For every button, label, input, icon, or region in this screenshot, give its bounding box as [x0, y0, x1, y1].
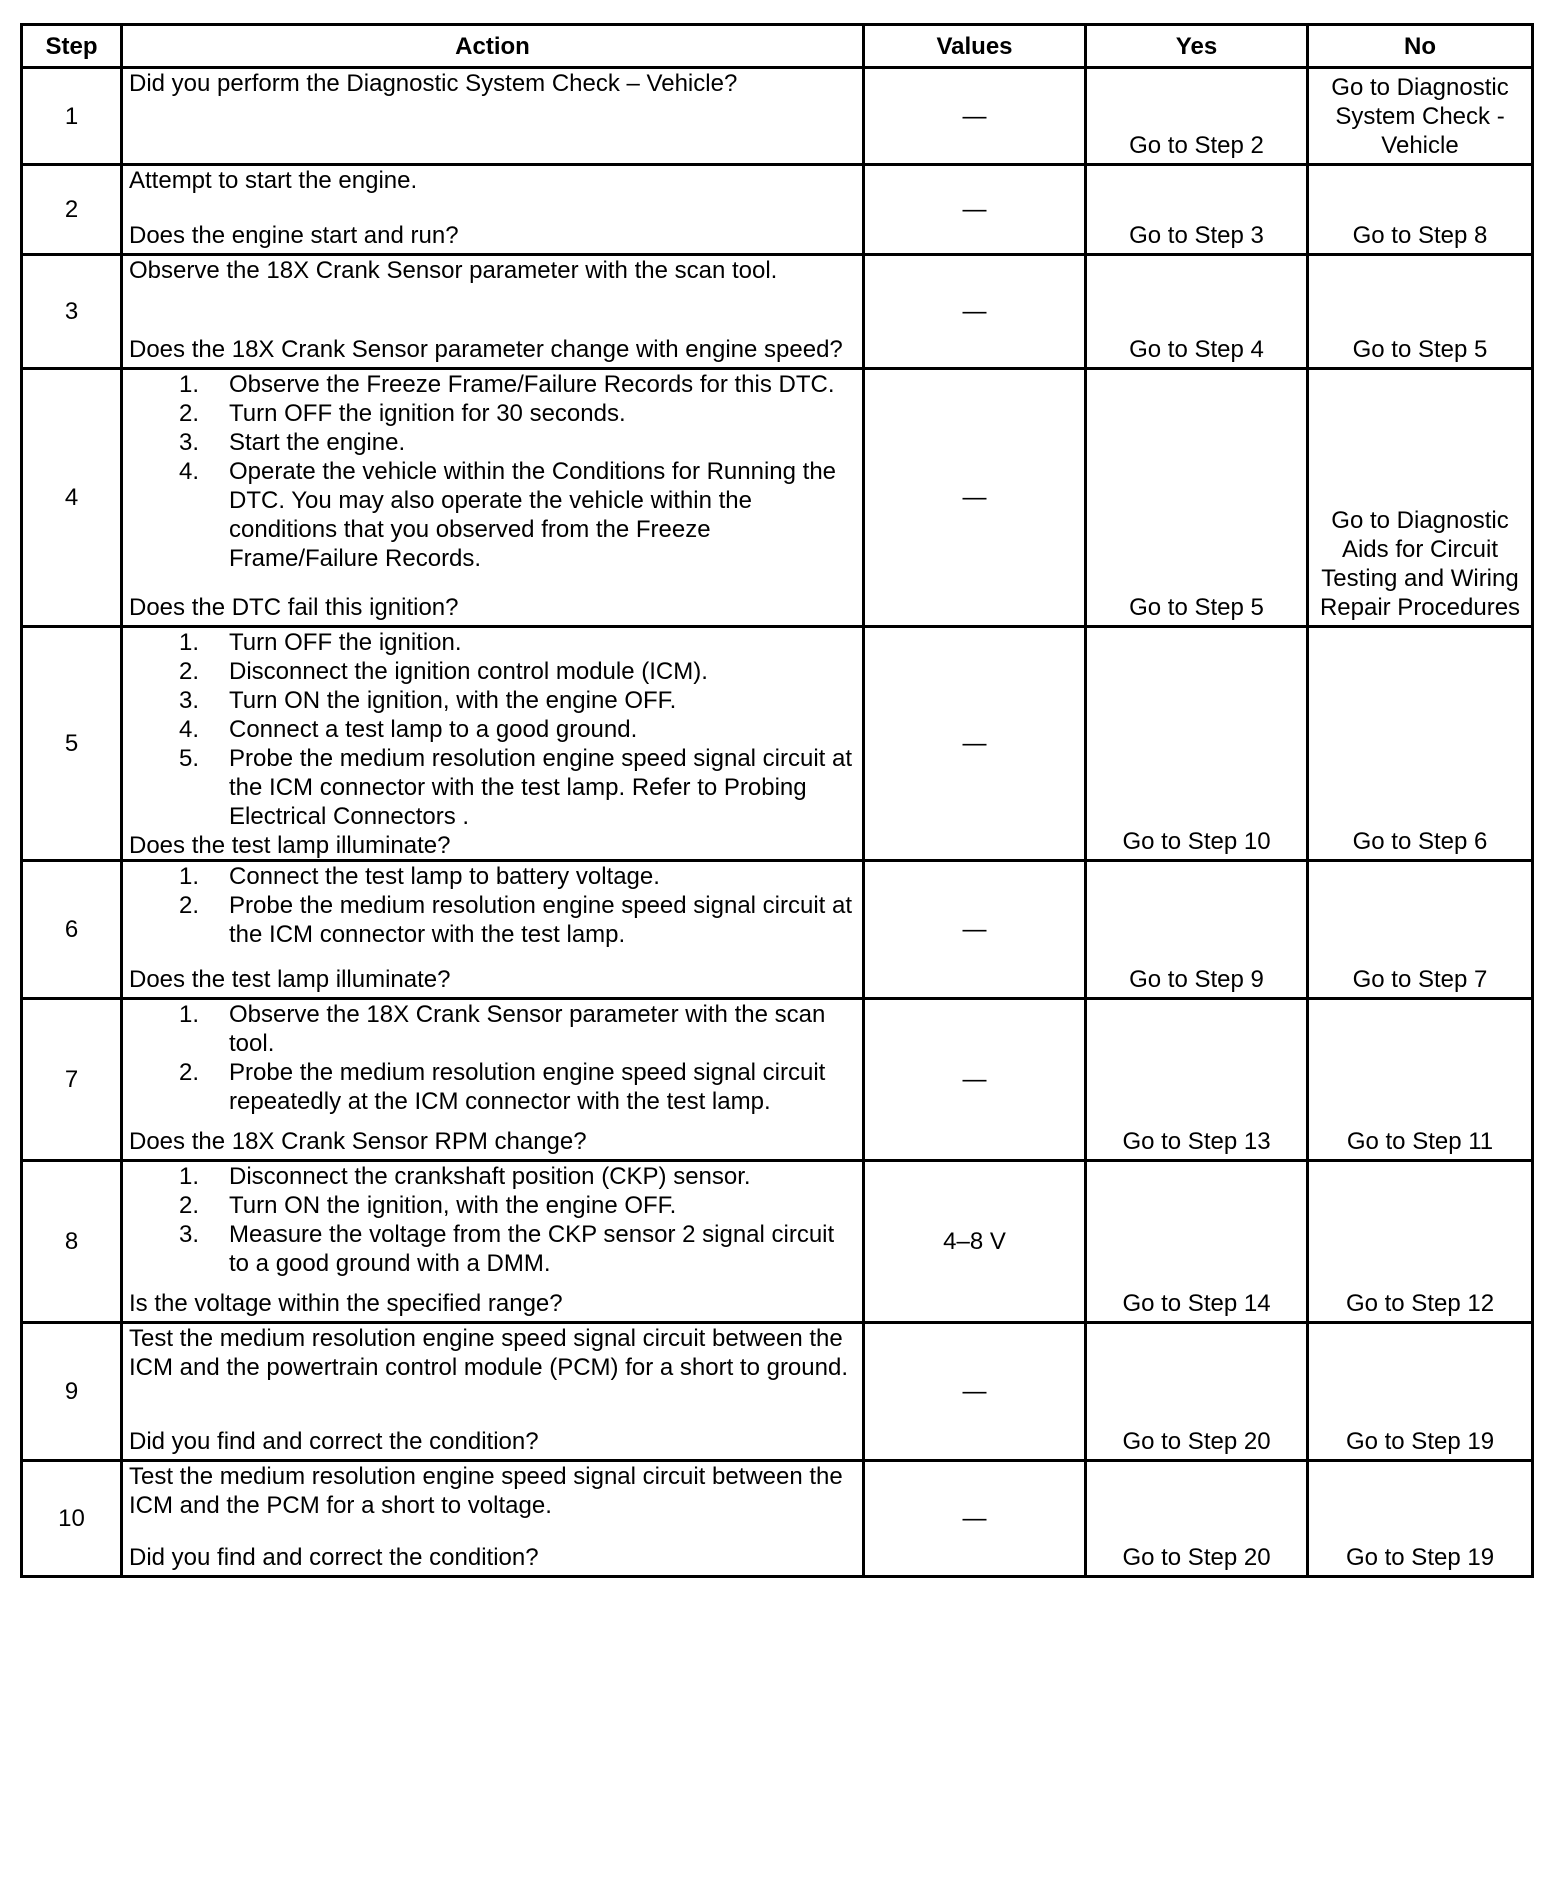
action-step-number: 2.: [178, 892, 199, 919]
action-question: Is the voltage within the specified range?: [129, 1290, 563, 1317]
no-cell: Go to Diagnostic System Check - Vehicle: [1308, 68, 1533, 165]
action-step-number: 4.: [178, 458, 199, 485]
step-number: 6: [22, 861, 122, 999]
action-intro: Test the medium resolution engine speed signal circuit between the ICM and the PCM for a short to voltage.: [129, 1463, 843, 1519]
action-step-text: Probe the medium resolution engine speed signal circuit at the ICM connector with the test lamp. Refer to Probing Electrical Connectors .: [229, 745, 853, 830]
yes-cell: Go to Step 2: [1086, 68, 1308, 165]
header-step: Step: [22, 25, 122, 68]
action-cell: [122, 1323, 864, 1461]
action-step-item: [129, 715, 856, 744]
values-cell: —: [864, 1323, 1086, 1461]
values-cell: —: [864, 627, 1086, 861]
action-content: [129, 370, 856, 622]
action-step-item: [129, 399, 856, 428]
action-step-item: [129, 862, 856, 891]
header-values: Values: [864, 25, 1086, 68]
action-top: [129, 628, 856, 831]
action-step-item: [129, 1000, 856, 1058]
action-cell: [122, 1161, 864, 1323]
values-cell: —: [864, 68, 1086, 165]
step-number: 3: [22, 255, 122, 369]
action-question: Did you find and correct the condition?: [129, 1544, 539, 1571]
action-step-item: [129, 1220, 856, 1278]
action-step-text: Turn ON the ignition, with the engine OFF.: [229, 1192, 677, 1219]
action-question: Does the 18X Crank Sensor parameter change with engine speed?: [129, 336, 843, 363]
no-cell: Go to Step 6: [1308, 627, 1533, 861]
action-step-item: [129, 1191, 856, 1220]
action-top: [129, 862, 856, 949]
action-step-number: 2.: [178, 1059, 199, 1086]
table-row: [22, 369, 1533, 627]
values-cell: —: [864, 255, 1086, 369]
table-body: [22, 68, 1533, 1577]
action-question: Does the test lamp illuminate?: [129, 966, 451, 993]
action-intro: Test the medium resolution engine speed signal circuit between the ICM and the powertrain control module (PCM) for a short to ground.: [129, 1325, 848, 1381]
action-top: [129, 1162, 856, 1278]
values-cell: —: [864, 1461, 1086, 1577]
action-top: [129, 69, 856, 98]
action-step-number: 1.: [178, 629, 199, 656]
table-row: [22, 861, 1533, 999]
action-content: [129, 1000, 856, 1156]
action-content: [129, 628, 856, 859]
action-content: [129, 69, 856, 160]
yes-cell: Go to Step 20: [1086, 1323, 1308, 1461]
action-step-text: Turn OFF the ignition for 30 seconds.: [229, 400, 626, 427]
no-cell: Go to Step 19: [1308, 1323, 1533, 1461]
action-step-text: Operate the vehicle within the Conditions for Running the DTC. You may also operate the vehicle within the conditions that you observed from the Freeze Frame/Failure Records.: [229, 458, 837, 572]
action-step-number: 5.: [178, 745, 199, 772]
action-step-number: 2.: [178, 1192, 199, 1219]
action-cell: [122, 627, 864, 861]
step-number: 4: [22, 369, 122, 627]
values-cell: —: [864, 861, 1086, 999]
action-step-item: [129, 1162, 856, 1191]
action-step-text: Start the engine.: [229, 429, 406, 456]
step-number: 2: [22, 165, 122, 255]
table-row: [22, 1161, 1533, 1323]
action-step-item: [129, 657, 856, 686]
action-steps-list: [129, 370, 856, 573]
action-question: Does the engine start and run?: [129, 222, 459, 249]
table-row: [22, 999, 1533, 1161]
action-step-number: 1.: [178, 1163, 199, 1190]
yes-cell: Go to Step 4: [1086, 255, 1308, 369]
action-intro: Observe the 18X Crank Sensor parameter with the scan tool.: [129, 257, 778, 284]
action-cell: [122, 68, 864, 165]
action-steps-list: [129, 628, 856, 831]
header-yes: Yes: [1086, 25, 1308, 68]
action-step-text: Probe the medium resolution engine speed signal circuit repeatedly at the ICM connector with the test lamp.: [229, 1059, 826, 1115]
yes-cell: Go to Step 5: [1086, 369, 1308, 627]
table-row: [22, 68, 1533, 165]
action-top: [129, 166, 856, 195]
action-question: Does the test lamp illuminate?: [129, 832, 451, 859]
action-content: [129, 1324, 856, 1456]
action-content: [129, 1162, 856, 1318]
no-cell: Go to Diagnostic Aids for Circuit Testing and Wiring Repair Procedures: [1308, 369, 1533, 627]
action-step-item: [129, 428, 856, 457]
diagnostic-table: [20, 23, 1534, 1578]
yes-cell: Go to Step 20: [1086, 1461, 1308, 1577]
action-step-item: [129, 891, 856, 949]
action-step-item: [129, 457, 856, 573]
action-cell: [122, 999, 864, 1161]
table-row: [22, 165, 1533, 255]
action-content: [129, 1462, 856, 1572]
action-top: [129, 1000, 856, 1116]
action-step-text: Disconnect the crankshaft position (CKP) sensor.: [229, 1163, 751, 1190]
action-step-number: 1.: [178, 863, 199, 890]
action-content: [129, 862, 856, 994]
action-step-text: Connect a test lamp to a good ground.: [229, 716, 638, 743]
action-cell: [122, 1461, 864, 1577]
table-row: [22, 255, 1533, 369]
action-cell: [122, 165, 864, 255]
action-step-item: [129, 744, 856, 831]
yes-cell: Go to Step 3: [1086, 165, 1308, 255]
action-step-number: 3.: [178, 687, 199, 714]
action-question: Does the DTC fail this ignition?: [129, 594, 459, 621]
action-step-text: Observe the Freeze Frame/Failure Records for this DTC.: [229, 371, 835, 398]
yes-cell: Go to Step 13: [1086, 999, 1308, 1161]
yes-cell: Go to Step 14: [1086, 1161, 1308, 1323]
action-question: Does the 18X Crank Sensor RPM change?: [129, 1128, 587, 1155]
action-step-number: 1.: [178, 371, 199, 398]
action-step-item: [129, 370, 856, 399]
action-top: [129, 1324, 856, 1382]
values-cell: —: [864, 999, 1086, 1161]
no-cell: Go to Step 8: [1308, 165, 1533, 255]
action-content: [129, 166, 856, 250]
action-cell: [122, 861, 864, 999]
action-step-text: Turn ON the ignition, with the engine OFF.: [229, 687, 677, 714]
action-intro: Attempt to start the engine.: [129, 167, 418, 194]
table-row: [22, 1323, 1533, 1461]
action-step-text: Disconnect the ignition control module (ICM).: [229, 658, 708, 685]
action-step-text: Turn OFF the ignition.: [229, 629, 462, 656]
yes-cell: Go to Step 9: [1086, 861, 1308, 999]
header-no: No: [1308, 25, 1533, 68]
no-cell: Go to Step 19: [1308, 1461, 1533, 1577]
action-cell: [122, 255, 864, 369]
header-action: Action: [122, 25, 864, 68]
action-steps-list: [129, 862, 856, 949]
table-row: [22, 1461, 1533, 1577]
values-cell: —: [864, 369, 1086, 627]
action-step-item: [129, 686, 856, 715]
step-number: 5: [22, 627, 122, 861]
values-cell: —: [864, 165, 1086, 255]
action-step-number: 2.: [178, 400, 199, 427]
action-top: [129, 256, 856, 285]
no-cell: Go to Step 11: [1308, 999, 1533, 1161]
step-number: 8: [22, 1161, 122, 1323]
values-cell: 4–8 V: [864, 1161, 1086, 1323]
header-row: [22, 25, 1533, 68]
step-number: 7: [22, 999, 122, 1161]
action-top: [129, 370, 856, 573]
action-step-number: 2.: [178, 658, 199, 685]
action-step-item: [129, 1058, 856, 1116]
action-top: [129, 1462, 856, 1520]
no-cell: Go to Step 7: [1308, 861, 1533, 999]
diagnostic-table-container: [20, 23, 1534, 1578]
action-steps-list: [129, 1162, 856, 1278]
action-step-item: [129, 628, 856, 657]
action-intro: Did you perform the Diagnostic System Check – Vehicle?: [129, 70, 738, 97]
action-cell: [122, 369, 864, 627]
yes-cell: Go to Step 10: [1086, 627, 1308, 861]
step-number: 9: [22, 1323, 122, 1461]
action-question: Did you find and correct the condition?: [129, 1428, 539, 1455]
no-cell: Go to Step 12: [1308, 1161, 1533, 1323]
action-step-number: 4.: [178, 716, 199, 743]
action-step-number: 3.: [178, 429, 199, 456]
action-step-text: Observe the 18X Crank Sensor parameter with the scan tool.: [229, 1001, 826, 1057]
action-step-text: Probe the medium resolution engine speed signal circuit at the ICM connector with the test lamp.: [229, 892, 853, 948]
action-step-number: 1.: [178, 1001, 199, 1028]
action-content: [129, 256, 856, 364]
action-steps-list: [129, 1000, 856, 1116]
action-step-number: 3.: [178, 1221, 199, 1248]
step-number: 1: [22, 68, 122, 165]
table-row: [22, 627, 1533, 861]
no-cell: Go to Step 5: [1308, 255, 1533, 369]
action-step-text: Connect the test lamp to battery voltage.: [229, 863, 660, 890]
action-step-text: Measure the voltage from the CKP sensor 2 signal circuit to a good ground with a DMM.: [229, 1221, 835, 1277]
step-number: 10: [22, 1461, 122, 1577]
